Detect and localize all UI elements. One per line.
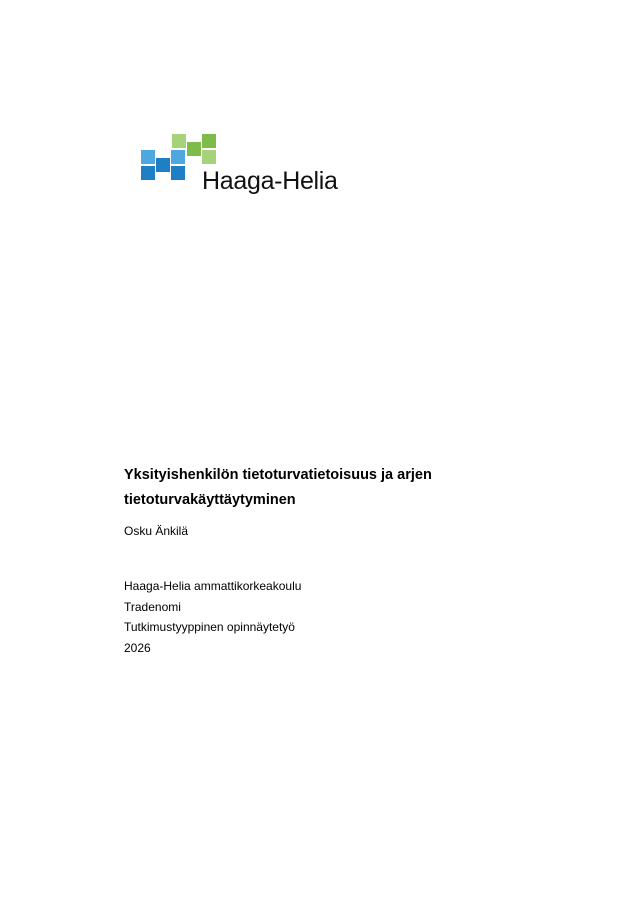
thesis-type: Tutkimustyyppinen opinnäytetyö — [124, 620, 295, 634]
author-name: Osku Änkilä — [124, 524, 189, 538]
institution-name: Haaga-Helia ammattikorkeakoulu — [124, 579, 302, 593]
thesis-metadata — [124, 576, 301, 658]
logo-square — [171, 166, 185, 180]
logo-square — [202, 134, 216, 148]
haaga-helia-logo — [140, 133, 350, 203]
logo-square — [141, 166, 155, 180]
logo-square — [202, 150, 216, 164]
logo-wordmark: Haaga-Helia — [202, 167, 338, 195]
degree-name: Tradenomi — [124, 599, 181, 614]
logo-square — [171, 150, 185, 164]
logo-square — [187, 142, 201, 156]
logo-square — [156, 158, 170, 172]
logo-square — [172, 134, 186, 148]
thesis-year: 2026 — [124, 640, 151, 655]
thesis-title: Yksityishenkilön tietoturvatietoisuus ja arjen tietoturvakäyttäytyminen — [124, 467, 432, 508]
logo-square — [141, 150, 155, 164]
